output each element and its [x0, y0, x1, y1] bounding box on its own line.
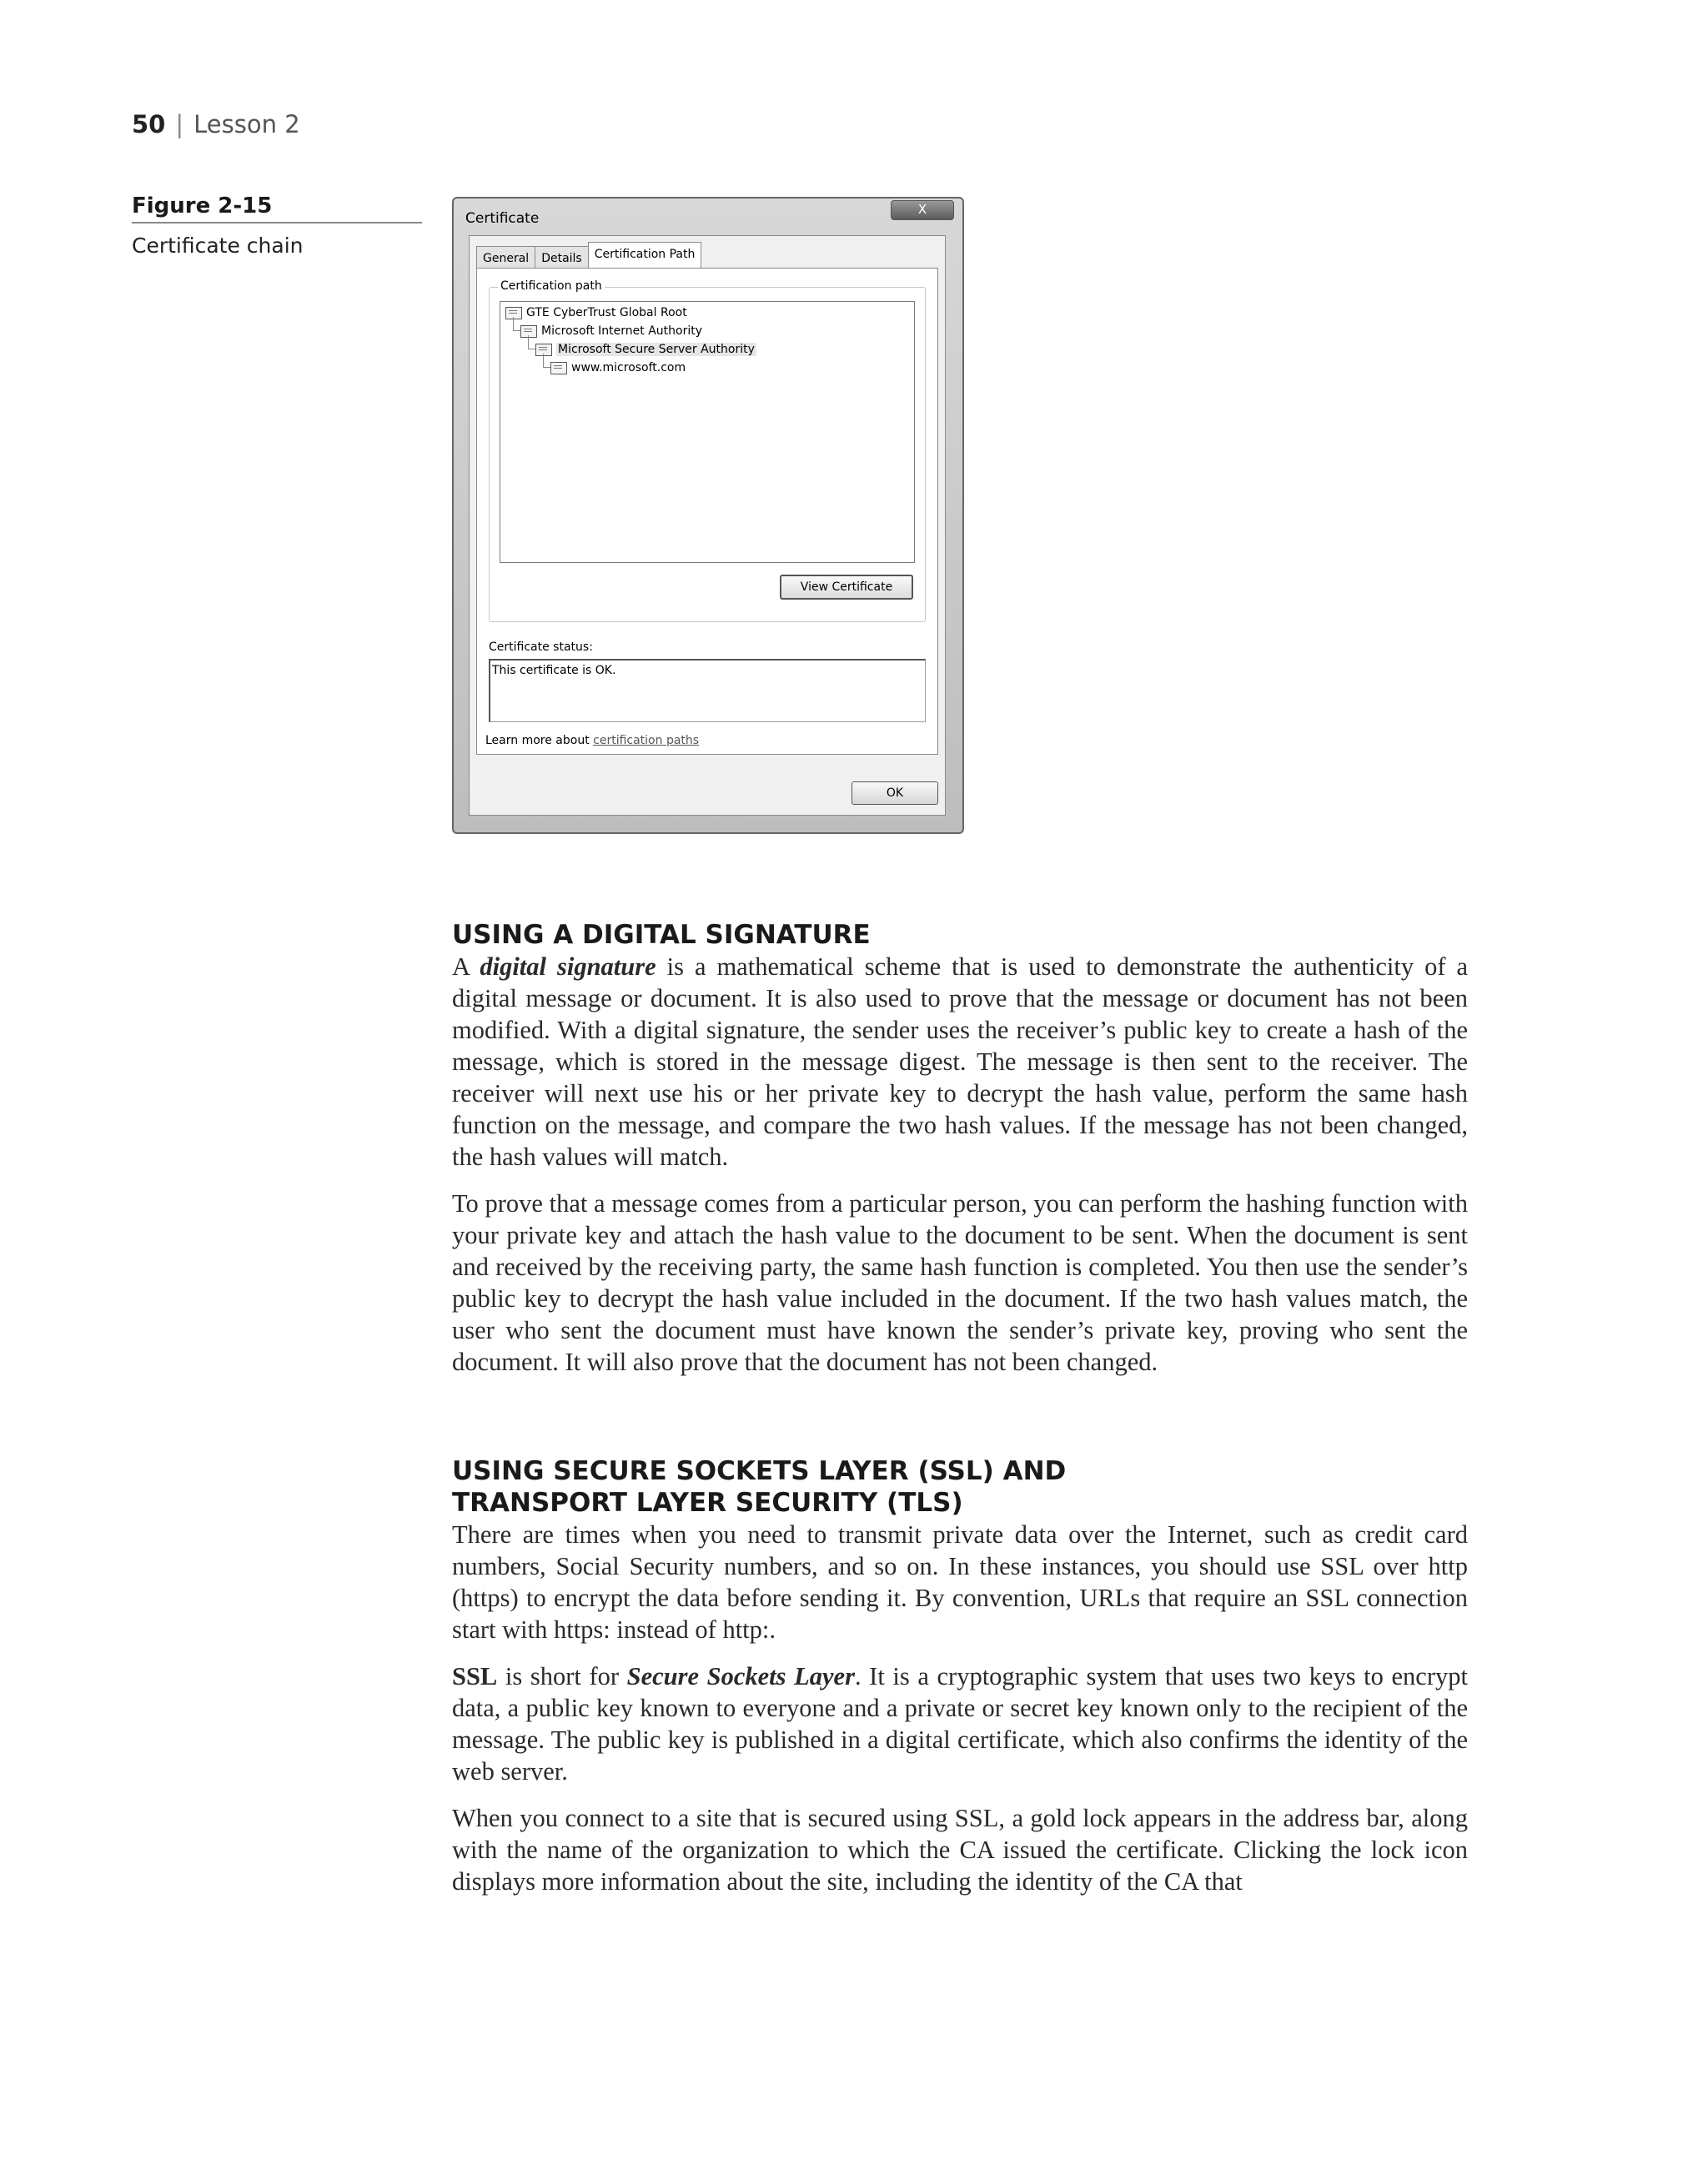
tree-connector [528, 335, 535, 349]
tab-general[interactable]: General [476, 246, 535, 270]
learn-more-text [485, 734, 699, 747]
section-heading: TRANSPORT LAYER SECURITY (TLS) [452, 1488, 963, 1518]
certification-path-group [489, 279, 926, 622]
certification-path-panel [476, 268, 938, 755]
certification-paths-link[interactable]: certification paths [593, 734, 700, 747]
certificate-status-box: This certificate is OK. [489, 659, 926, 722]
dialog-client-area [469, 235, 946, 816]
page-number: 50 [132, 110, 166, 138]
tree-item-intermediate-2[interactable] [535, 340, 756, 359]
tree-item-label: Microsoft Internet Authority [541, 324, 702, 338]
figure-caption [132, 193, 422, 258]
tab-certification-path[interactable]: Certification Path [588, 242, 702, 271]
section-heading: USING A DIGITAL SIGNATURE [452, 920, 871, 950]
figure-title: Certificate chain [132, 234, 304, 258]
certificate-dialog [452, 197, 964, 834]
page-header [132, 110, 300, 138]
section-digital-signature [452, 919, 1468, 1378]
certificate-icon [550, 362, 567, 374]
section-heading: USING SECURE SOCKETS LAYER (SSL) AND [452, 1456, 1067, 1486]
tree-connector [513, 317, 520, 331]
ok-button[interactable]: OK [851, 781, 938, 805]
paragraph: A digital signature is a mathematical scheme that is used to demonstrate the authenticity of a digital message or document. It is also used to prove that the message or document has not been modified. With a digital signature, the sender uses the receiver’s public key to create a hash of the message, which is stored in the message digest. The message is then sent to the receiver. The receiver will next use his or her private key to decrypt the hash value, perform the same hash function on the message, and compare the two hash values. If the message has not been changed, the hash values will match. [452, 952, 1469, 1171]
section-ssl-tls [452, 1455, 1468, 1897]
figure-label: Figure 2-15 [132, 193, 422, 224]
close-icon: X [917, 202, 927, 217]
view-certificate-button[interactable]: View Certificate [780, 575, 913, 600]
paragraph: To prove that a message comes from a particular person, you can perform the hashing function with your private key and attach the hash value to the document to be sent. When the document is sent and received by the receiving party, the same hash function is completed. You then use the sender’s public key to decrypt the hash value included in the document. If the two hash values match, the user who sent the document must have known the sender’s private key, proving who sent the document. It will also prove that the document has not been changed. [452, 1189, 1468, 1376]
close-button[interactable] [891, 200, 954, 220]
paragraph: There are times when you need to transmit private data over the Internet, such as credit card numbers, Social Security numbers, and so on. In these instances, you should use SSL over http (https) to encrypt the data before sending it. By convention, URLs that require an SSL connection start with https: instead of http:. [452, 1520, 1468, 1644]
tab-strip [476, 241, 701, 268]
dialog-title: Certificate [465, 210, 540, 227]
certificate-tree [500, 301, 915, 563]
paragraph: When you connect to a site that is secured using SSL, a gold lock appears in the address bar, along with the name of the organization to which the CA issued the certificate. Clicking the lock icon displays more information about the site, including the identity of the CA that [452, 1804, 1468, 1896]
certification-path-group-label: Certification path [498, 279, 605, 293]
lesson-label: Lesson 2 [193, 110, 300, 138]
certificate-status-label: Certificate status: [489, 640, 593, 654]
tree-item-leaf[interactable] [550, 359, 686, 377]
learn-more-prefix: Learn more about [485, 734, 594, 747]
tree-item-label: www.microsoft.com [571, 361, 686, 374]
tree-item-label: Microsoft Secure Server Authority [558, 343, 755, 356]
header-separator: | [175, 110, 184, 138]
dialog-titlebar [454, 198, 962, 235]
tree-item-intermediate-1[interactable] [520, 322, 702, 340]
tree-item-label: GTE CyberTrust Global Root [526, 306, 687, 319]
tree-connector [543, 354, 550, 368]
paragraph: SSL is short for Secure Sockets Layer. It is a cryptographic system that uses two keys to encrypt data, a public key known to everyone and a private or secret key known only to the recipient of the message. The public key is published in a digital certificate, which also confirms the identity of the web server. [452, 1662, 1468, 1786]
tree-item-root[interactable] [505, 304, 687, 322]
tab-details[interactable]: Details [535, 246, 589, 270]
